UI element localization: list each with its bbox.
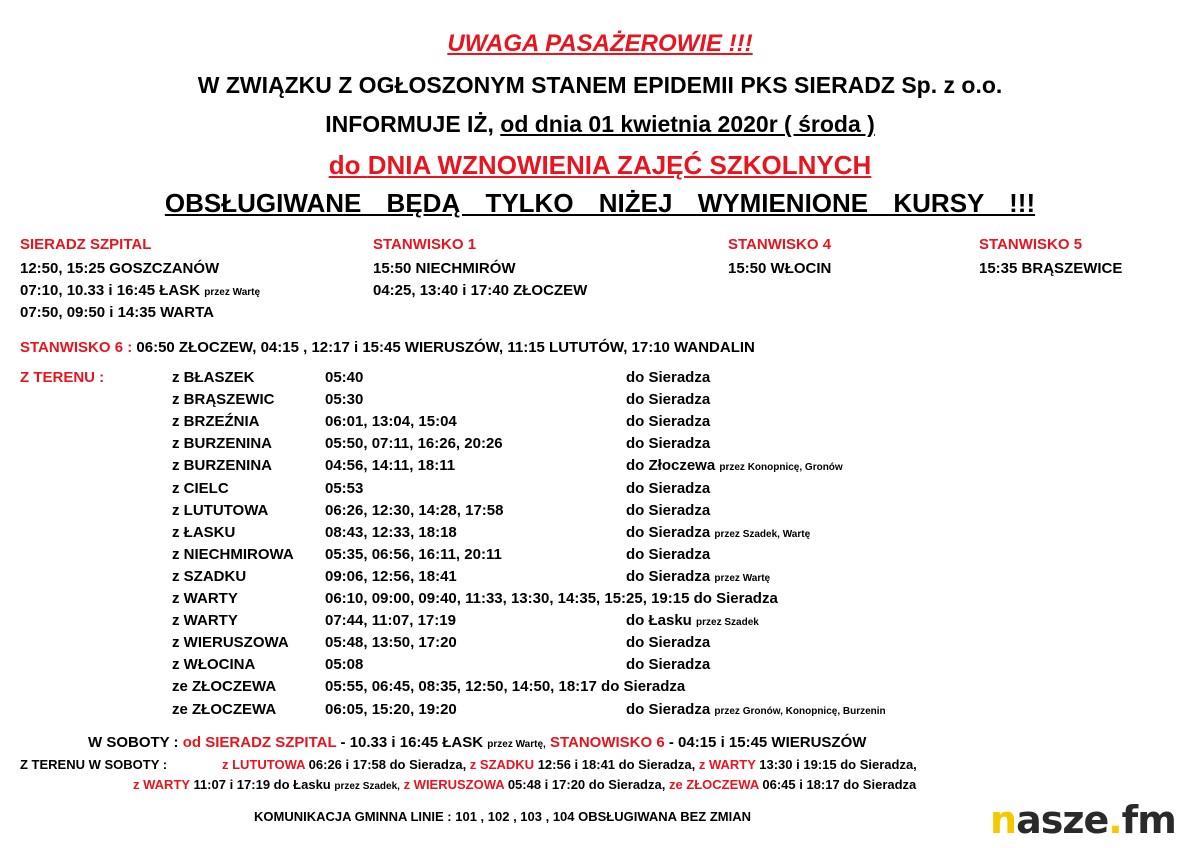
terenu-times: 05:40 <box>325 369 364 386</box>
terenu-times: 05:55, 06:45, 08:35, 12:50, 14:50, 18:17 do Sieradza <box>325 678 686 696</box>
nasze-fm-logo <box>990 798 1176 842</box>
until-text: DNIA WZNOWIENIA ZAJĘĆ SZKOLNYCH <box>367 150 872 180</box>
terenu-destination <box>626 502 710 519</box>
terenu-origin: z BRĄSZEWIC <box>172 391 275 409</box>
stop-name-sieradz-szpital: SIERADZ SZPITAL <box>20 236 152 253</box>
stop-line: 12:50, 15:25 GOSZCZANÓW <box>20 260 220 277</box>
terenu-origin: z CIELC <box>172 479 229 497</box>
saturday-times-1: - 10.33 i 16:45 ŁASK <box>336 734 488 751</box>
stanowisko-6-label: STANWISKO 6 : <box>20 339 137 356</box>
terenu-destination-text: do Sieradza <box>626 634 711 652</box>
terenu-destination <box>626 480 710 497</box>
announcement-line-only-courses: OBSŁUGIWANE BĘDĄ TYLKO NIŻEJ WYMIENIONE KURSY !!! <box>164 188 1036 218</box>
announcement-line-until <box>0 150 1200 181</box>
saturday-teren-times: 06:26 i 17:58 do Sieradza, <box>305 757 470 772</box>
saturday-times-2: - 04:15 i 15:45 WIERUSZÓW <box>664 734 867 751</box>
saturday-teren-times: 11:07 i 17:19 do Łasku <box>189 777 335 792</box>
terenu-destination-text: do Sieradza <box>626 545 711 563</box>
terenu-destination <box>626 568 770 585</box>
saturday-teren-origin: z WARTY <box>133 777 190 792</box>
terenu-destination <box>626 656 710 673</box>
terenu-times: 05:08 <box>325 656 364 674</box>
stop-line: 15:50 NIECHMIRÓW <box>373 260 516 277</box>
logo-letter-n: n <box>990 798 1017 842</box>
stanowisko-6-times: 06:50 ZŁOCZEW, 04:15 , 12:17 i 15:45 WIERUSZÓW, 11:15 LUTUTÓW, 17:10 WANDALIN <box>136 339 755 356</box>
terenu-destination <box>626 369 710 386</box>
terenu-destination-text: do Sieradza <box>626 479 711 497</box>
saturday-teren-origin: z LUTUTOWA <box>222 757 306 772</box>
terenu-destination-text: do Sieradza <box>626 413 711 431</box>
terenu-origin: z BURZENINA <box>172 435 272 453</box>
logo-fm: fm <box>1121 798 1176 842</box>
terenu-origin: z BURZENINA <box>172 457 272 475</box>
saturday-teren-times: 13:30 i 19:15 do Sieradza, <box>755 757 917 772</box>
terenu-route-note: przez Szadek, Wartę <box>714 528 811 540</box>
date-text: od dnia 01 kwietnia 2020r ( środa ) <box>500 111 875 137</box>
saturday-teren-line-2 <box>133 777 916 792</box>
saturday-teren-note: przez Szadek, <box>334 781 400 792</box>
terenu-destination <box>626 413 710 430</box>
saturday-teren-times: 06:45 i 18:17 do Sieradza <box>758 777 917 792</box>
stop-line: 07:50, 09:50 i 14:35 WARTA <box>20 304 214 321</box>
terenu-times: 05:35, 06:56, 16:11, 20:11 <box>325 545 502 563</box>
stop-name-stanwisko-1: STANWISKO 1 <box>373 236 477 253</box>
saturday-note-1: przez Wartę, <box>487 739 546 750</box>
terenu-route-note: przez Gronów, Konopnicę, Burzenin <box>714 705 886 717</box>
terenu-origin: z ŁASKU <box>172 523 236 541</box>
terenu-label: Z TERENU : <box>20 369 105 386</box>
terenu-destination <box>626 612 759 629</box>
saturday-teren-times: 05:48 i 17:20 do Sieradza, <box>504 777 669 792</box>
stop-name-stanwisko-5: STANWISKO 5 <box>979 236 1083 253</box>
terenu-times: 06:10, 09:00, 09:40, 11:33, 13:30, 14:35, 15:25, 19:15 do Sieradza <box>325 590 778 607</box>
terenu-origin: ze ZŁOCZEWA <box>172 678 277 696</box>
terenu-route-note: przez Wartę <box>714 572 771 584</box>
terenu-destination <box>626 391 710 408</box>
terenu-origin: z BRZEŹNIA <box>172 413 260 431</box>
terenu-times: 05:48, 13:50, 17:20 <box>325 634 457 652</box>
terenu-times: 06:05, 15:20, 19:20 <box>325 700 457 718</box>
terenu-origin: z WARTY <box>172 590 238 607</box>
terenu-origin: z WŁOCINA <box>172 656 256 674</box>
terenu-times: 06:01, 13:04, 15:04 <box>325 413 457 431</box>
saturday-route-1: od SIERADZ SZPITAL <box>182 734 337 751</box>
terenu-destination-text: do Sieradza <box>626 700 715 718</box>
terenu-route-note: przez Szadek <box>696 617 759 629</box>
stop-line: 15:50 WŁOCIN <box>728 260 832 277</box>
until-prefix: do <box>328 150 368 180</box>
terenu-origin: z WIERUSZOWA <box>172 634 289 652</box>
terenu-origin: z LUTUTOWA <box>172 501 269 519</box>
saturday-teren-origin: ze ZŁOCZEWA <box>668 777 759 792</box>
terenu-destination-text: do Złoczewa <box>626 457 720 475</box>
logo-dot: . <box>1108 798 1122 842</box>
terenu-origin: ze ZŁOCZEWA <box>172 700 277 718</box>
saturday-route-2: STANOWISKO 6 <box>545 734 665 751</box>
saturday-teren-label: Z TERENU W SOBOTY : <box>20 757 168 772</box>
terenu-destination <box>626 457 843 474</box>
footer-communal-lines: KOMUNIKACJA GMINNA LINIE : 101 , 102 , 103 , 104 OBSŁUGIWANA BEZ ZMIAN <box>254 809 751 824</box>
stanowisko-6-line <box>20 339 755 356</box>
terenu-origin: z BŁASZEK <box>172 369 255 386</box>
terenu-destination-text: do Sieradza <box>626 567 715 585</box>
terenu-times: 05:53 <box>325 479 364 497</box>
terenu-times: 05:50, 07:11, 16:26, 20:26 <box>325 435 503 453</box>
saturday-label: W SOBOTY : <box>88 734 183 751</box>
terenu-destination <box>626 634 710 651</box>
saturday-teren-origin: z SZADKU <box>469 757 535 772</box>
announcement-line-epidemic: W ZWIĄZKU Z OGŁOSZONYM STANEM EPIDEMII PKS SIERADZ Sp. z o.o. <box>197 72 1003 98</box>
terenu-times: 06:26, 12:30, 14:28, 17:58 <box>325 501 504 519</box>
stop-line: 07:10, 10.33 i 16:45 ŁASK przez Wartę <box>20 282 261 299</box>
inform-text: INFORMUJE IŻ, <box>325 111 501 137</box>
terenu-times: 09:06, 12:56, 18:41 <box>325 567 457 585</box>
terenu-destination-text: do Sieradza <box>626 501 711 519</box>
terenu-times: 07:44, 11:07, 17:19 <box>325 612 456 630</box>
terenu-destination <box>626 524 810 541</box>
terenu-destination-text: do Sieradza <box>626 523 715 541</box>
terenu-destination <box>626 546 710 563</box>
terenu-origin: z WARTY <box>172 612 238 630</box>
terenu-origin: z SZADKU <box>172 567 247 585</box>
stop-line: 04:25, 13:40 i 17:40 ZŁOCZEW <box>373 282 588 299</box>
terenu-times: 05:30 <box>325 391 364 409</box>
announcement-line-date <box>0 111 1200 138</box>
terenu-origin: z NIECHMIROWA <box>172 545 294 563</box>
terenu-destination-text: do Sieradza <box>626 391 711 409</box>
terenu-destination-text: do Łasku <box>626 612 697 630</box>
stop-line: 15:35 BRĄSZEWICE <box>979 260 1123 277</box>
logo-text: asze <box>1016 798 1109 842</box>
terenu-destination-text: do Sieradza <box>626 435 711 453</box>
terenu-times: 08:43, 12:33, 18:18 <box>325 523 457 541</box>
terenu-times: 04:56, 14:11, 18:11 <box>325 457 456 475</box>
route-note: przez Wartę <box>204 287 261 298</box>
terenu-destination <box>626 701 886 718</box>
terenu-destination <box>626 435 710 452</box>
terenu-route-note: przez Konopnicę, Gronów <box>719 462 843 474</box>
saturday-teren-origin: z WARTY <box>698 757 756 772</box>
saturday-teren-times: 12:56 i 18:41 do Sieradza, <box>534 757 699 772</box>
saturday-teren-line-1 <box>222 757 917 772</box>
stop-name-stanwisko-4: STANWISKO 4 <box>728 236 832 253</box>
announcement-title: UWAGA PASAŻEROWIE !!! <box>447 30 753 57</box>
terenu-destination-text: do Sieradza <box>626 656 711 674</box>
terenu-destination-text: do Sieradza <box>626 369 711 386</box>
saturday-teren-origin: z WIERUSZOWA <box>399 777 505 792</box>
saturday-line <box>88 734 866 751</box>
